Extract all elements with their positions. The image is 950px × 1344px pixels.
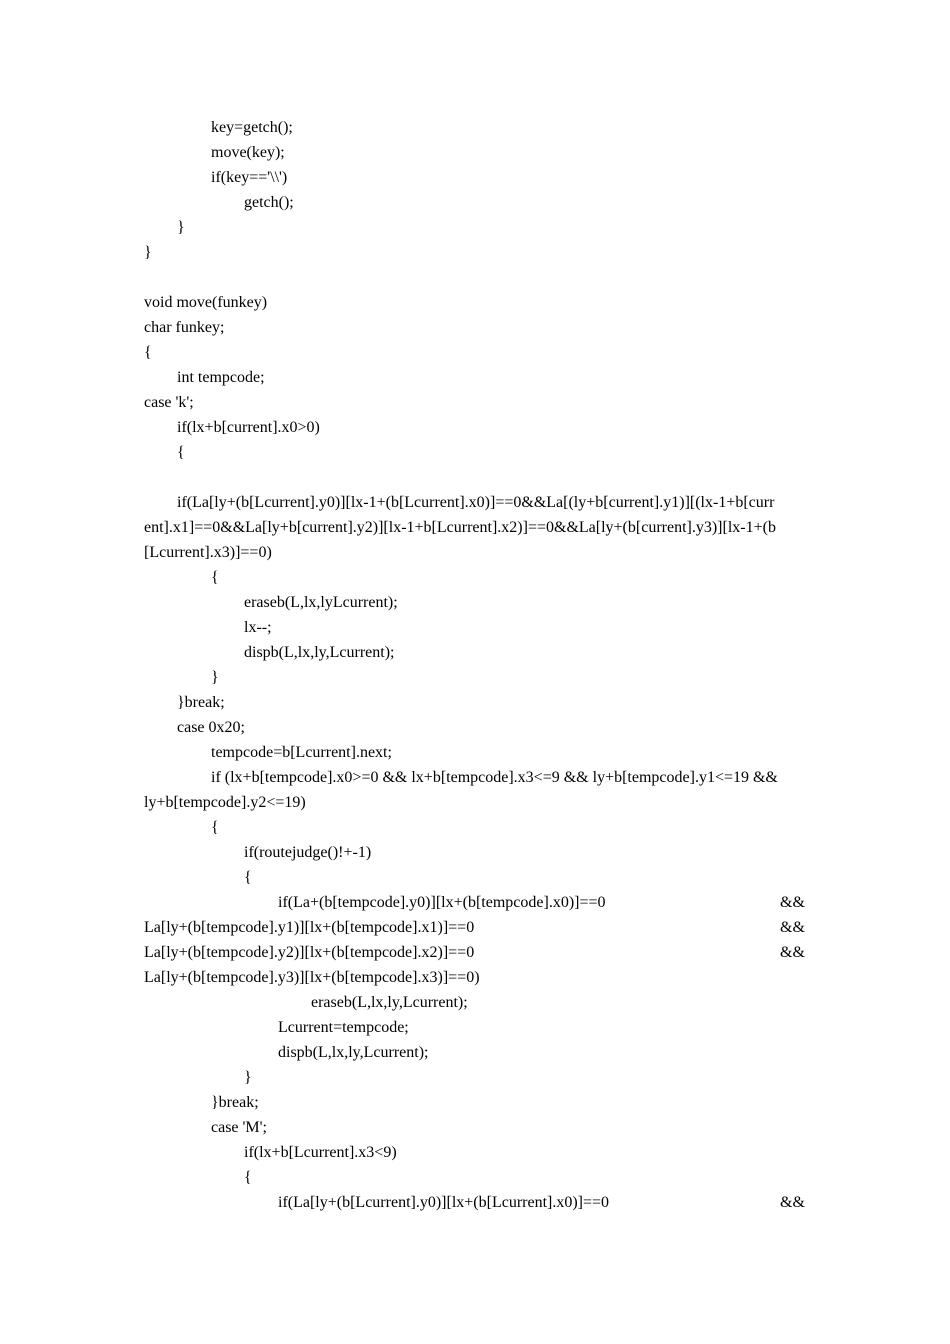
code-line: La[ly+(b[tempcode].y3)][lx+(b[tempcode].x3)]==0) xyxy=(144,969,480,986)
code-line: char funkey; xyxy=(144,319,225,336)
code-line: if(key=='\\') xyxy=(211,169,288,186)
code-line: key=getch(); xyxy=(211,119,293,136)
code-line: { xyxy=(244,1169,252,1186)
code-line: case 'M'; xyxy=(211,1119,267,1136)
code-line: case 'k'; xyxy=(144,394,194,411)
code-line: { xyxy=(211,569,219,586)
code-line: { xyxy=(177,444,185,461)
code-line: eraseb(L,lx,lyLcurrent); xyxy=(244,594,398,611)
code-line: getch(); xyxy=(244,194,294,211)
code-line: { xyxy=(244,869,252,886)
code-line: dispb(L,lx,ly,Lcurrent); xyxy=(278,1044,429,1061)
code-line: La[ly+(b[tempcode].y1)][lx+(b[tempcode].x1)]==0 xyxy=(144,919,475,936)
code-line: dispb(L,lx,ly,Lcurrent); xyxy=(244,644,395,661)
code-line: ly+b[tempcode].y2<=19) xyxy=(144,794,306,811)
code-line: if(La[ly+(b[Lcurrent].y0)][lx+(b[Lcurrent].x0)]==0 xyxy=(278,1194,610,1211)
code-line: } xyxy=(211,669,219,686)
code-line: lx--; xyxy=(244,619,272,636)
code-line: eraseb(L,lx,ly,Lcurrent); xyxy=(311,994,468,1011)
operator-and: && xyxy=(780,1194,805,1211)
code-line: tempcode=b[Lcurrent].next; xyxy=(211,744,392,761)
code-line: if(lx+b[current].x0>0) xyxy=(177,419,320,436)
operator-and: && xyxy=(780,944,805,961)
code-line: [Lcurrent].x3)]==0) xyxy=(144,544,272,561)
code-line: { xyxy=(144,344,152,361)
code-line: move(key); xyxy=(211,144,285,161)
operator-and: && xyxy=(780,919,805,936)
code-line: }break; xyxy=(211,1094,259,1111)
code-line: void move(funkey) xyxy=(144,294,268,311)
code-line: if (lx+b[tempcode].x0>=0 && lx+b[tempcode].x3<=9 && ly+b[tempcode].y1<=19 && xyxy=(211,769,778,786)
code-line: }break; xyxy=(177,694,225,711)
code-line: if(routejudge()!+-1) xyxy=(244,844,372,861)
code-line: } xyxy=(244,1069,252,1086)
code-line: } xyxy=(177,219,185,236)
code-line: } xyxy=(144,244,152,261)
code-line: ent].x1]==0&&La[ly+b[current].y2)][lx-1+b[Lcurrent].x2)]==0&&La[ly+(b[current].y3)][lx-1+(b xyxy=(144,519,776,536)
code-line: { xyxy=(211,819,219,836)
code-line: La[ly+(b[tempcode].y2)][lx+(b[tempcode].x2)]==0 xyxy=(144,944,475,961)
code-line: if(lx+b[Lcurrent].x3<9) xyxy=(244,1144,397,1161)
code-line: case 0x20; xyxy=(177,719,245,736)
operator-and: && xyxy=(780,894,805,911)
code-line: Lcurrent=tempcode; xyxy=(278,1019,409,1036)
code-line: if(La[ly+(b[Lcurrent].y0)][lx-1+(b[Lcurrent].x0)]==0&&La[(ly+b[current].y1)][(lx-1+b[curr xyxy=(177,494,775,511)
code-line: int tempcode; xyxy=(177,369,265,386)
code-line: if(La+(b[tempcode].y0)][lx+(b[tempcode].x0)]==0 xyxy=(278,894,606,911)
